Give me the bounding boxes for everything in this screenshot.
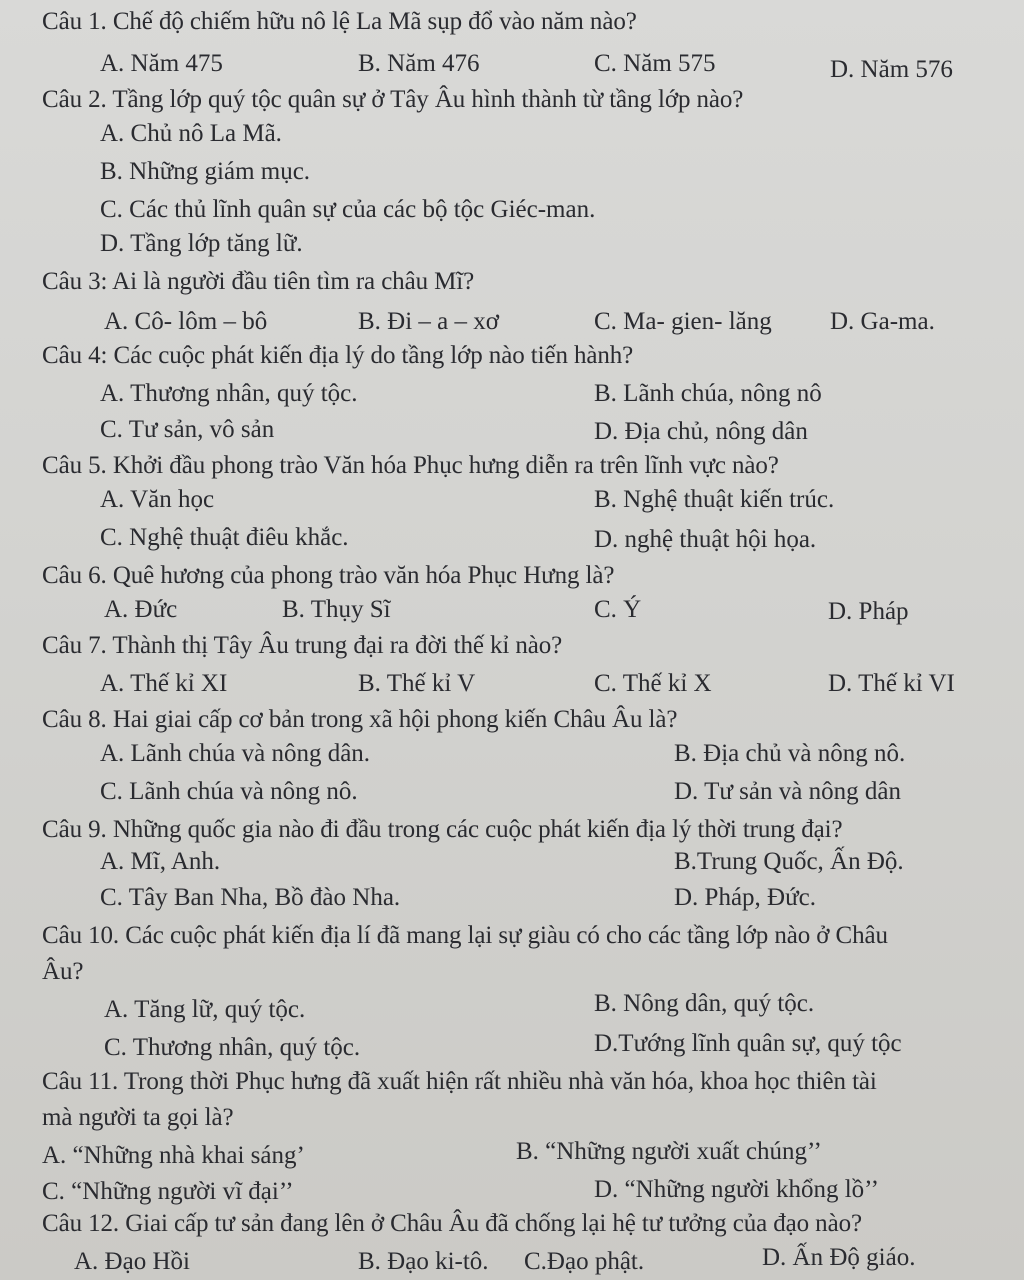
q5-option-c: C. Nghệ thuật điêu khắc. <box>100 524 349 551</box>
question-3: Câu 3: Ai là người đầu tiên tìm ra châu Mĩ? <box>42 268 475 295</box>
question-2: Câu 2. Tầng lớp quý tộc quân sự ở Tây Âu hình thành từ tầng lớp nào? <box>42 86 744 113</box>
q2-option-d: D. Tầng lớp tăng lữ. <box>100 230 303 257</box>
q11-option-c: C. “Những người vĩ đại’’ <box>42 1178 294 1205</box>
question-11-line-2: mà người ta gọi là? <box>42 1104 234 1131</box>
q6-option-b: B. Thụy Sĩ <box>282 596 391 623</box>
q3-option-d: D. Ga-ma. <box>830 308 935 335</box>
question-8: Câu 8. Hai giai cấp cơ bản trong xã hội phong kiến Châu Âu là? <box>42 706 678 733</box>
q2-option-c: C. Các thủ lĩnh quân sự của các bộ tộc Giéc-man. <box>100 196 596 223</box>
question-7: Câu 7. Thành thị Tây Âu trung đại ra đời thế kỉ nào? <box>42 632 563 659</box>
q10-option-c: C. Thương nhân, quý tộc. <box>104 1034 361 1061</box>
q10-option-d: D.Tướng lĩnh quân sự, quý tộc <box>594 1030 902 1057</box>
q4-option-a: A. Thương nhân, quý tộc. <box>100 380 358 407</box>
question-4: Câu 4: Các cuộc phát kiến địa lý do tầng lớp nào tiến hành? <box>42 342 634 369</box>
q7-option-a: A. Thế kỉ XI <box>100 670 228 697</box>
q12-option-b: B. Đạo ki-tô. <box>358 1248 489 1275</box>
q7-option-d: D. Thế kỉ VI <box>828 670 955 697</box>
question-9: Câu 9. Những quốc gia nào đi đầu trong các cuộc phát kiến địa lý thời trung đại? <box>42 816 843 843</box>
q5-option-b: B. Nghệ thuật kiến trúc. <box>594 486 835 513</box>
q12-option-d: D. Ấn Độ giáo. <box>762 1244 916 1271</box>
q3-option-b: B. Đi – a – xơ <box>358 308 499 335</box>
q6-option-a: A. Đức <box>104 596 178 623</box>
q10-option-b: B. Nông dân, quý tộc. <box>594 990 815 1017</box>
q11-option-a: A. “Những nhà khai sáng’ <box>42 1142 305 1169</box>
q3-option-a: A. Cô- lôm – bô <box>104 308 268 335</box>
question-10-line-2: Âu? <box>42 958 84 985</box>
q8-option-a: A. Lãnh chúa và nông dân. <box>100 740 371 767</box>
q1-option-d: D. Năm 576 <box>830 56 953 83</box>
q1-option-c: C. Năm 575 <box>594 50 716 77</box>
q8-option-d: D. Tư sản và nông dân <box>674 778 901 805</box>
q11-option-d: D. “Những người khổng lồ’’ <box>594 1176 879 1203</box>
q5-option-d: D. nghệ thuật hội họa. <box>594 526 817 553</box>
q3-option-c: C. Ma- gien- lăng <box>594 308 772 335</box>
q9-option-d: D. Pháp, Đức. <box>674 884 817 911</box>
q8-option-c: C. Lãnh chúa và nông nô. <box>100 778 358 805</box>
question-12: Câu 12. Giai cấp tư sản đang lên ở Châu Âu đã chống lại hệ tư tưởng của đạo nào? <box>42 1210 862 1237</box>
q6-option-d: D. Pháp <box>828 598 909 625</box>
q9-option-c: C. Tây Ban Nha, Bồ đào Nha. <box>100 884 401 911</box>
q9-option-a: A. Mĩ, Anh. <box>100 848 221 875</box>
question-10-line-1: Câu 10. Các cuộc phát kiến địa lí đã mang lại sự giàu có cho các tầng lớp nào ở Châu <box>42 922 888 949</box>
q9-option-b: B.Trung Quốc, Ấn Độ. <box>674 848 904 875</box>
q5-option-a: A. Văn học <box>100 486 215 513</box>
question-1: Câu 1. Chế độ chiếm hữu nô lệ La Mã sụp đổ vào năm nào? <box>42 8 637 35</box>
question-6: Câu 6. Quê hương của phong trào văn hóa Phục Hưng là? <box>42 562 615 589</box>
q4-option-d: D. Địa chủ, nông dân <box>594 418 808 445</box>
q1-option-b: B. Năm 476 <box>358 50 480 77</box>
q10-option-a: A. Tăng lữ, quý tộc. <box>104 996 306 1023</box>
q1-option-a: A. Năm 475 <box>100 50 223 77</box>
q12-option-c: C.Đạo phật. <box>524 1248 645 1275</box>
question-5: Câu 5. Khởi đầu phong trào Văn hóa Phục hưng diễn ra trên lĩnh vực nào? <box>42 452 779 479</box>
question-11-line-1: Câu 11. Trong thời Phục hưng đã xuất hiện rất nhiều nhà văn hóa, khoa học thiên tài <box>42 1068 877 1095</box>
q7-option-c: C. Thế kỉ X <box>594 670 712 697</box>
q2-option-b: B. Những giám mục. <box>100 158 311 185</box>
q12-option-a: A. Đạo Hồi <box>74 1248 190 1275</box>
q4-option-c: C. Tư sản, vô sản <box>100 416 275 443</box>
q8-option-b: B. Địa chủ và nông nô. <box>674 740 906 767</box>
q7-option-b: B. Thế kỉ V <box>358 670 476 697</box>
q4-option-b: B. Lãnh chúa, nông nô <box>594 380 822 407</box>
q6-option-c: C. Ý <box>594 596 642 623</box>
q2-option-a: A. Chủ nô La Mã. <box>100 120 282 147</box>
q11-option-b: B. “Những người xuất chúng’’ <box>516 1138 822 1165</box>
